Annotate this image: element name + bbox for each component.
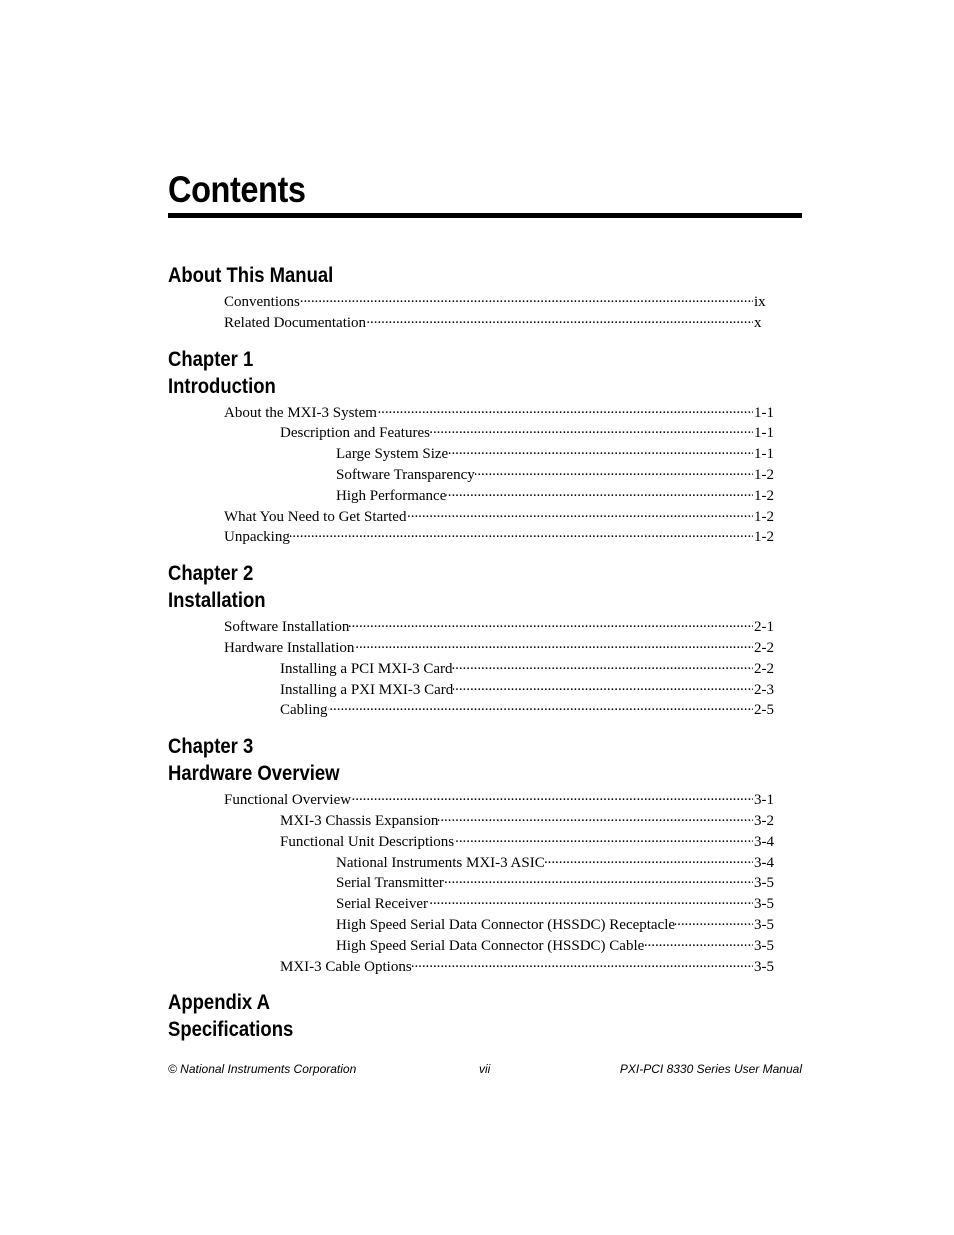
title-rule (168, 213, 802, 218)
toc-entry-page: 3-4 (754, 833, 774, 850)
toc-entry[interactable] (336, 852, 776, 873)
toc-entry-page: 2-2 (754, 660, 774, 677)
toc-entry[interactable] (280, 699, 776, 720)
section-heading: Appendix A (168, 991, 270, 1015)
toc-entry-page: 2-5 (754, 702, 774, 719)
toc-entry-label: About the MXI-3 System (224, 404, 377, 421)
section-heading: Specifications (168, 1018, 294, 1042)
toc-entry[interactable] (224, 312, 776, 333)
toc-entry-label: Description and Features (280, 425, 430, 442)
toc-entry[interactable] (336, 872, 776, 893)
dot-leader (438, 810, 753, 825)
toc-entry[interactable] (336, 485, 776, 506)
toc-entry-label: Software Installation (224, 619, 350, 636)
toc-entry[interactable] (280, 422, 776, 443)
toc-entry[interactable] (224, 402, 776, 423)
toc-entry[interactable] (336, 914, 776, 935)
section-heading: Hardware Overview (168, 762, 340, 786)
toc-entry-page: 3-5 (754, 937, 774, 954)
dot-leader (290, 526, 753, 541)
footer-page-number: vii (479, 1062, 491, 1076)
toc-entry-label: MXI-3 Chassis Expansion (280, 812, 439, 829)
dot-leader (454, 831, 753, 846)
toc-entry-label: Installing a PXI MXI-3 Card (280, 681, 454, 698)
toc-entry[interactable] (224, 789, 776, 810)
toc-entry-page: 2-2 (754, 639, 774, 656)
toc-entry-page: 3-4 (754, 854, 774, 871)
toc-entry-label: Serial Receiver (336, 896, 429, 913)
toc-entry[interactable] (280, 956, 776, 977)
toc-entry-label: High Speed Serial Data Connector (HSSDC) Cable (336, 937, 645, 954)
section-heading: Chapter 1 (168, 347, 254, 371)
toc-entry-page: 2-3 (754, 681, 774, 698)
toc-entry-page: 1-2 (754, 508, 774, 525)
toc-entry-label: Large System Size (336, 446, 449, 463)
dot-leader (351, 789, 753, 804)
dot-leader (452, 658, 753, 673)
page-title: Contents (168, 169, 306, 210)
toc-entry[interactable] (280, 679, 776, 700)
toc-entry-label: Hardware Installation (224, 639, 355, 656)
dot-leader (300, 291, 753, 306)
dot-leader (545, 852, 753, 867)
toc-entry-label: National Instruments MXI-3 ASIC (336, 854, 545, 871)
dot-leader (453, 679, 753, 694)
toc-entry-label: High Speed Serial Data Connector (HSSDC) Receptacle (336, 916, 676, 933)
toc-entry-page: 1-1 (754, 446, 774, 463)
toc-entry-label: MXI-3 Cable Options (280, 958, 412, 975)
toc-entry[interactable] (224, 291, 776, 312)
dot-leader (444, 872, 753, 887)
toc-entry-label: Functional Overview (224, 792, 352, 809)
toc-entry-label: Serial Transmitter (336, 875, 444, 892)
dot-leader (475, 464, 753, 479)
toc-entry-page: 3-5 (754, 958, 774, 975)
toc-entry-label: Cabling (280, 702, 328, 719)
section-heading: About This Manual (168, 264, 334, 287)
toc-entry-page: 1-2 (754, 487, 774, 504)
footer-copyright: © National Instruments Corporation (168, 1062, 357, 1076)
toc-section (168, 262, 776, 333)
toc-entry-page: 1-1 (754, 425, 774, 442)
toc-entry-label: Conventions (224, 294, 300, 310)
toc-entry-label: Functional Unit Descriptions (280, 833, 455, 850)
dot-leader (446, 485, 753, 500)
toc-entry[interactable] (336, 464, 776, 485)
toc-entry-page: 1-1 (754, 404, 774, 421)
toc-section (168, 989, 776, 1043)
section-heading: Chapter 2 (168, 562, 254, 586)
dot-leader (675, 914, 753, 929)
dot-leader (377, 402, 753, 417)
toc-entry[interactable] (224, 637, 776, 658)
toc-entry-label: High Performance (336, 487, 447, 504)
dot-leader (366, 312, 753, 327)
toc-entry[interactable] (280, 831, 776, 852)
section-heading: Introduction (168, 374, 276, 398)
toc-entry-label: Software Transparency (336, 466, 475, 483)
toc-entry[interactable] (280, 810, 776, 831)
toc-entry-page: 3-5 (754, 896, 774, 913)
toc-entry[interactable] (224, 616, 776, 637)
table-of-contents (168, 262, 776, 1056)
toc-section (168, 733, 776, 976)
toc-entry-page: 1-2 (754, 529, 774, 546)
dot-leader (644, 935, 753, 950)
toc-section (168, 346, 776, 548)
toc-entry[interactable] (336, 893, 776, 914)
footer-manual-title: PXI-PCI 8330 Series User Manual (619, 1062, 802, 1076)
toc-entry-page: 2-1 (754, 619, 774, 636)
toc-entry-page: 3-1 (754, 792, 774, 809)
toc-entry-page: 3-2 (754, 812, 774, 829)
dot-leader (430, 422, 753, 437)
toc-entry-page: 1-2 (754, 466, 774, 483)
dot-leader (349, 616, 753, 631)
toc-entry-page: 3-5 (754, 916, 774, 933)
toc-entry-label: What You Need to Get Started (224, 508, 407, 525)
dot-leader (328, 699, 754, 714)
dot-leader (406, 506, 753, 521)
toc-entry[interactable] (224, 526, 776, 547)
section-heading: Chapter 3 (168, 735, 254, 759)
toc-entry-page: 3-5 (754, 875, 774, 892)
dot-leader (448, 443, 753, 458)
toc-entry[interactable] (224, 506, 776, 527)
toc-entry[interactable] (280, 658, 776, 679)
section-heading: Installation (168, 589, 266, 613)
toc-entry-label: Unpacking (224, 529, 290, 546)
dot-leader (412, 956, 753, 971)
toc-entry-page: ix (754, 294, 766, 310)
dot-leader (428, 893, 753, 908)
toc-entry-label: Installing a PCI MXI-3 Card (280, 660, 453, 677)
toc-entry[interactable] (336, 935, 776, 956)
toc-entry[interactable] (336, 443, 776, 464)
toc-entry-label: Related Documentation (224, 314, 367, 331)
toc-section (168, 560, 776, 720)
page-footer (168, 1062, 802, 1078)
toc-entry-page: x (754, 314, 762, 331)
dot-leader (354, 637, 753, 652)
